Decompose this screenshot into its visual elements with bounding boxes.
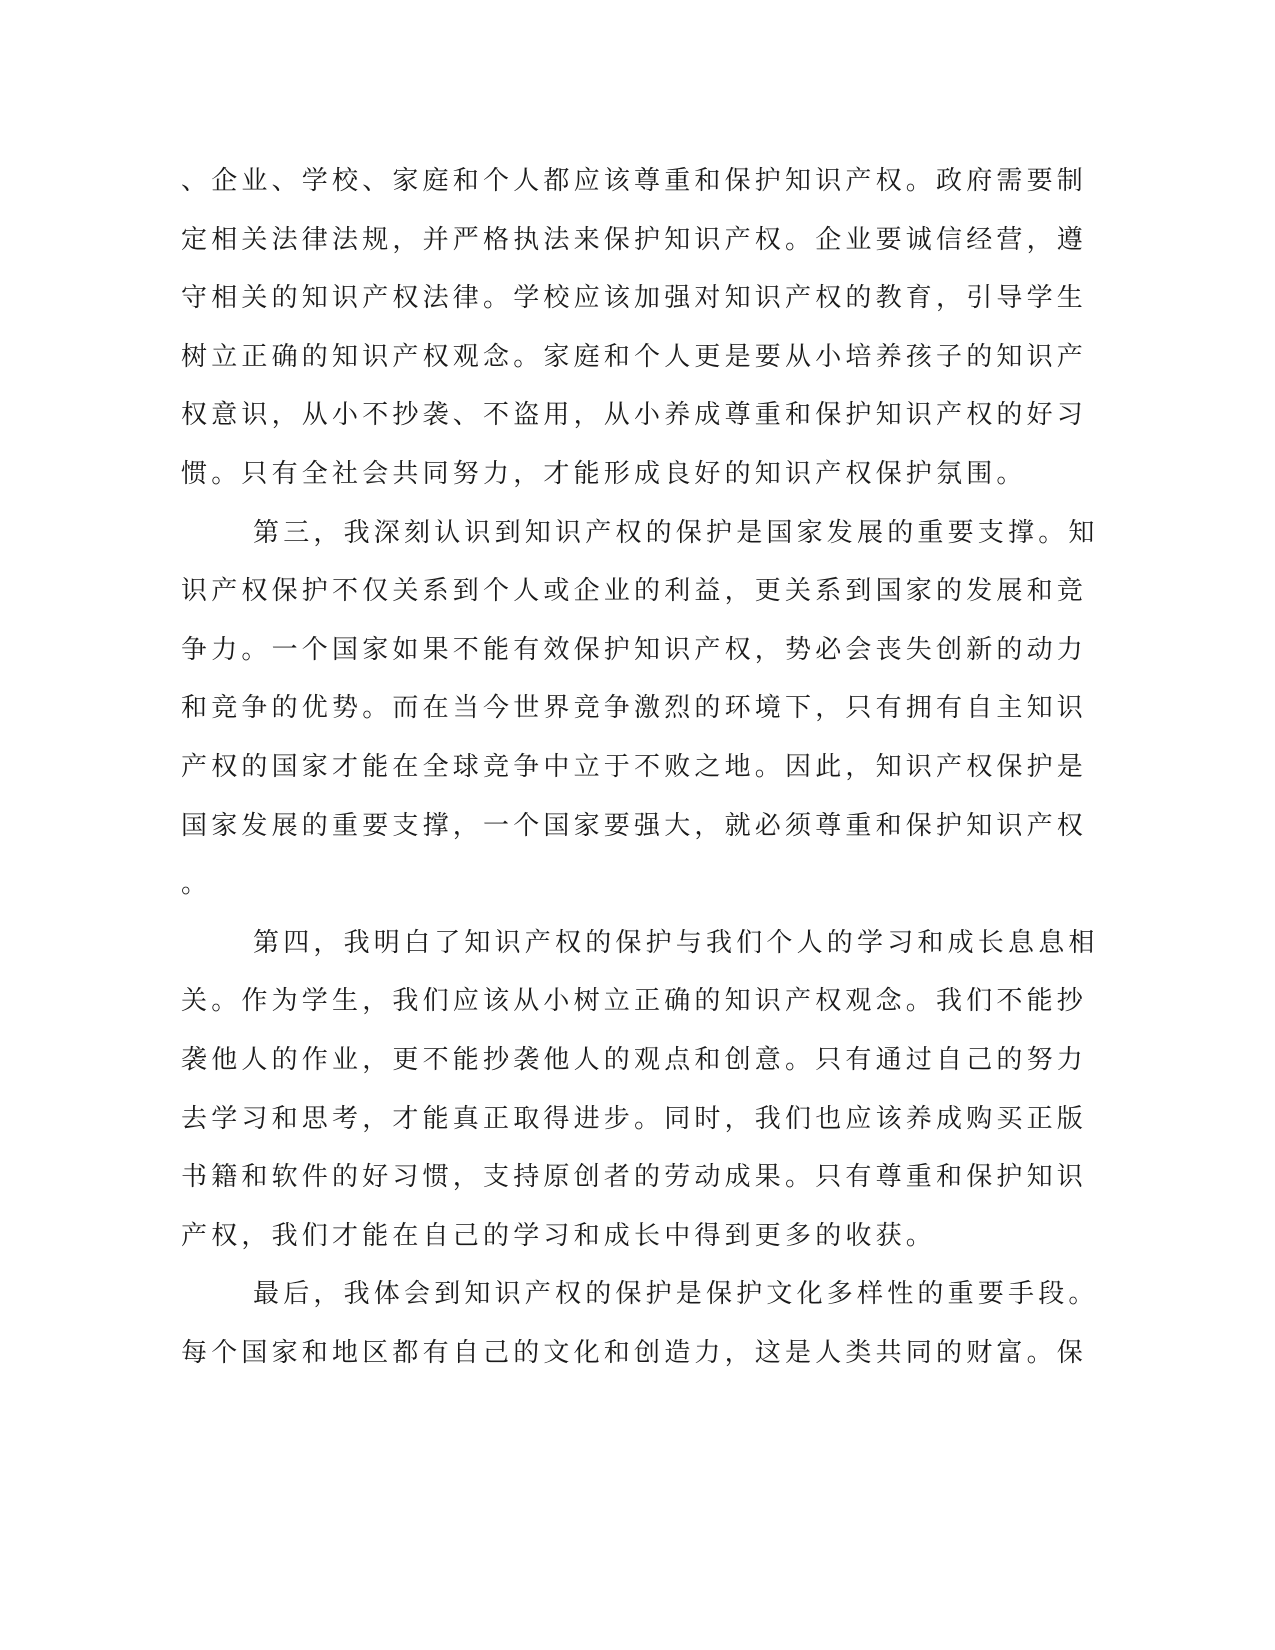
text-line: 第四，我明白了知识产权的保护与我们个人的学习和成长息息相 <box>253 927 1099 958</box>
text-line: 去学习和思考，才能真正取得进步。同时，我们也应该养成购买正版 <box>181 1103 1088 1134</box>
paragraph-third-point <box>181 504 1099 914</box>
text-line: 国家发展的重要支撑，一个国家要强大，就必须尊重和保护知识产权 <box>181 810 1088 841</box>
paragraph-final-point <box>181 1265 1099 1382</box>
text-line: 守相关的知识产权法律。学校应该加强对知识产权的教育，引导学生 <box>181 283 1088 314</box>
text-line: 树立正确的知识产权观念。家庭和个人更是要从小培养孩子的知识产 <box>181 341 1088 372</box>
paragraph-intellectual-property-responsibility <box>181 152 1088 504</box>
text-line: 袭他人的作业，更不能抄袭他人的观点和创意。只有通过自己的努力 <box>181 1044 1088 1075</box>
paragraph-fourth-point <box>181 914 1099 1266</box>
text-line: 、企业、学校、家庭和个人都应该尊重和保护知识产权。政府需要制 <box>181 166 1088 196</box>
text-line: 书籍和软件的好习惯，支持原创者的劳动成果。只有尊重和保护知识 <box>181 1162 1088 1193</box>
text-line: 权意识，从小不抄袭、不盗用，从小养成尊重和保护知识产权的好习 <box>181 400 1088 431</box>
text-line: 每个国家和地区都有自己的文化和创造力，这是人类共同的财富。保 <box>181 1337 1088 1368</box>
text-line: 第三，我深刻认识到知识产权的保护是国家发展的重要支撑。知 <box>253 517 1099 548</box>
text-line: 产权的国家才能在全球竞争中立于不败之地。因此，知识产权保护是 <box>181 751 1088 782</box>
text-line: 惯。只有全社会共同努力，才能形成良好的知识产权保护氛围。 <box>181 458 1027 489</box>
text-line: 关。作为学生，我们应该从小树立正确的知识产权观念。我们不能抄 <box>181 986 1088 1017</box>
text-line: 定相关法律法规，并严格执法来保护知识产权。企业要诚信经营，遵 <box>181 224 1088 255</box>
text-line: 。 <box>181 869 212 900</box>
text-line: 产权，我们才能在自己的学习和成长中得到更多的收获。 <box>181 1220 937 1251</box>
text-line: 争力。一个国家如果不能有效保护知识产权，势必会丧失创新的动力 <box>181 634 1088 665</box>
text-line: 最后，我体会到知识产权的保护是保护文化多样性的重要手段。 <box>253 1279 1099 1310</box>
document-body <box>181 152 1099 1382</box>
text-line: 和竞争的优势。而在当今世界竞争激烈的环境下，只有拥有自主知识 <box>181 693 1088 724</box>
text-line: 识产权保护不仅关系到个人或企业的利益，更关系到国家的发展和竞 <box>181 576 1088 607</box>
